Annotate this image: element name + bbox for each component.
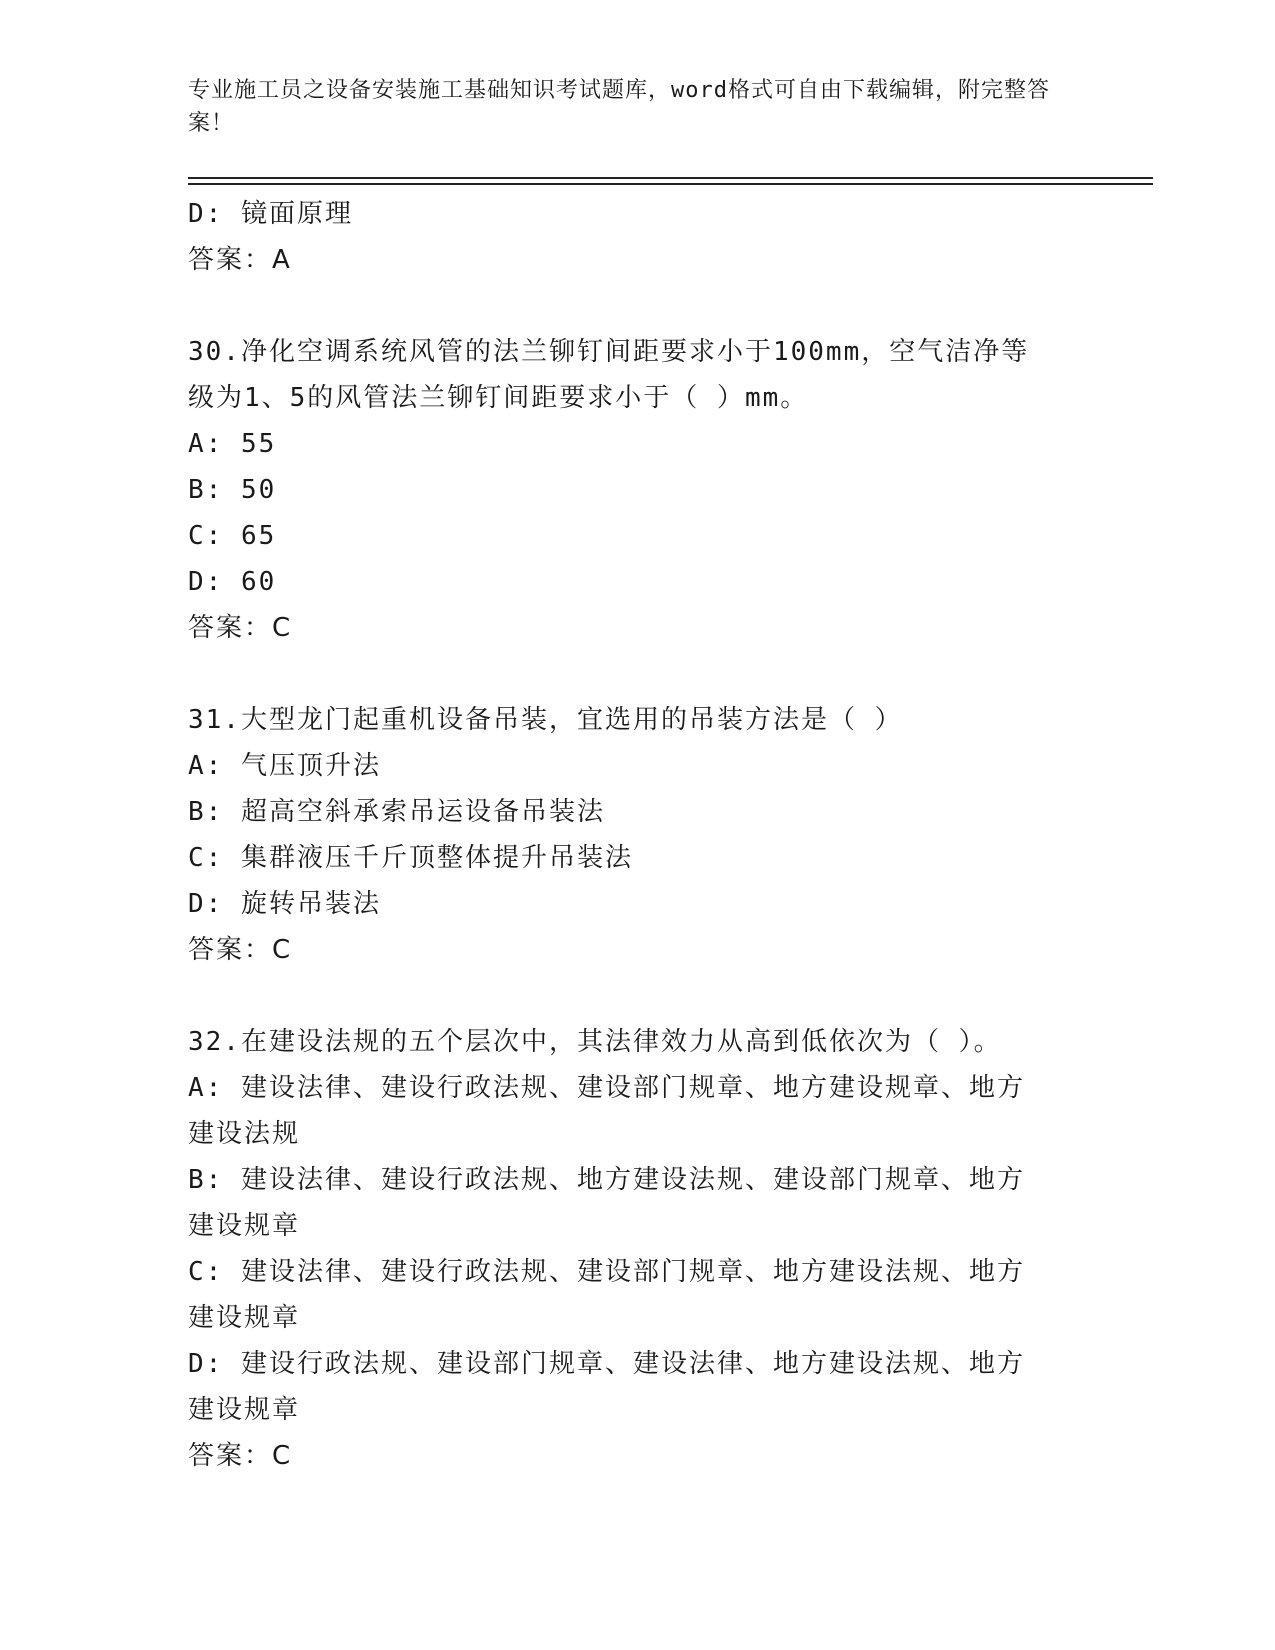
question-stem: 31.大型龙门起重机设备吊装，宜选用的吊装方法是（ ） [188, 705, 903, 735]
option-d: D: 60 [188, 567, 277, 597]
question-stem: 32.在建设法规的五个层次中，其法律效力从高到低依次为（ ）。 [188, 1027, 1002, 1057]
header-rule-bottom [188, 183, 1153, 185]
option-b: B: 50 [188, 475, 277, 505]
prev-option-d: D: 镜面原理 [188, 199, 353, 229]
question-30 [188, 329, 1088, 651]
question-content [188, 191, 1088, 1479]
option-c: C: 集群液压千斤顶整体提升吊装法 [188, 843, 633, 873]
option-d: D: 旋转吊装法 [188, 889, 381, 919]
option-c: C: 65 [188, 521, 277, 551]
answer: 答案：C [188, 1441, 293, 1471]
spacer [188, 651, 1088, 697]
question-stem: 30.净化空调系统风管的法兰铆钉间距要求小于100mm，空气洁净等级为1、5的风管法兰铆钉间距要求小于（ ）mm。 [188, 337, 1030, 413]
prev-answer: 答案：A [188, 245, 292, 275]
spacer [188, 283, 1088, 329]
option-c: C: 建设法律、建设行政法规、建设部门规章、地方建设法规、地方建设规章 [188, 1257, 1025, 1333]
option-a: A: 气压顶升法 [188, 751, 381, 781]
document-header: 专业施工员之设备安装施工基础知识考试题库，word格式可自由下载编辑，附完整答案！ [188, 78, 1050, 136]
spacer [188, 973, 1088, 1019]
option-b: B: 超高空斜承索吊运设备吊装法 [188, 797, 605, 827]
option-a: A: 建设法律、建设行政法规、建设部门规章、地方建设规章、地方建设法规 [188, 1073, 1025, 1149]
header-rule-top [188, 177, 1153, 179]
option-d: D: 建设行政法规、建设部门规章、建设法律、地方建设法规、地方建设规章 [188, 1349, 1025, 1425]
question-31 [188, 697, 1088, 973]
question-32 [188, 1019, 1088, 1479]
answer: 答案：C [188, 613, 293, 643]
answer: 答案：C [188, 935, 293, 965]
option-a: A: 55 [188, 429, 277, 459]
option-b: B: 建设法律、建设行政法规、地方建设法规、建设部门规章、地方建设规章 [188, 1165, 1025, 1241]
